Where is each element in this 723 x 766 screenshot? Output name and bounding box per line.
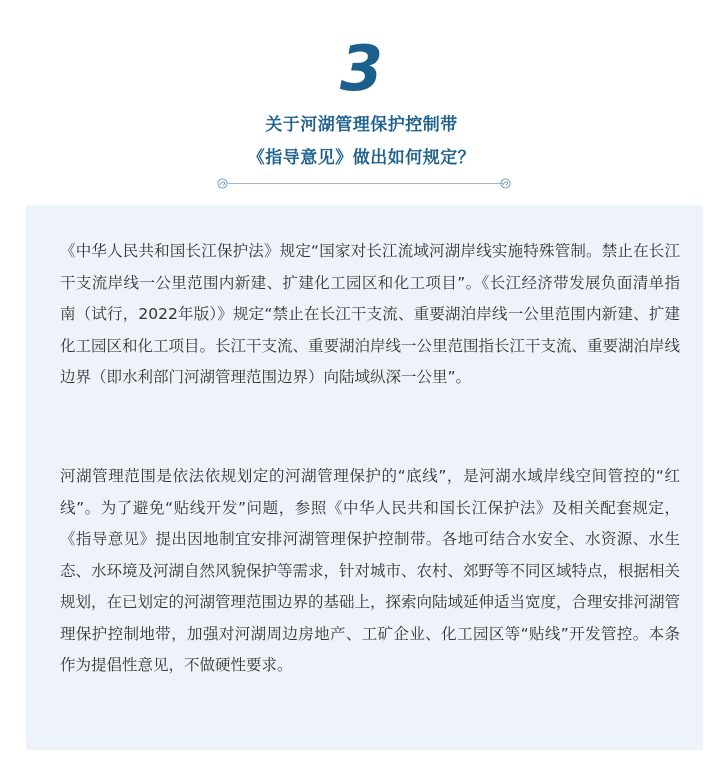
section-title-line-1: 关于河湖管理保护控制带 — [265, 115, 458, 135]
swirl-icon — [217, 178, 228, 189]
section-title-line-2: 《指导意见》做出如何规定？ — [247, 148, 476, 168]
swirl-icon — [500, 178, 511, 189]
body-paragraph-2: 河湖管理范围是依法依规划定的河湖管理保护的“底线”，是河湖水域岸线空间管控的“红线”。为了避免“贴线开发”问题，参照《中华人民共和国长江保护法》及相关配套规定，《指导意见》提出因地制宜安排河湖管理保护控制带。各地可结合水安全、水资源、水生态、水环境及河湖自然风貌保护等需求，针对城市、农村、郊野等不同区域特点，根据相关规划，在已划定的河湖管理范围边界的基础上，探索向陆域延伸适当宽度，合理安排河湖管理保护控制地带，加强对河湖周边房地产、工矿企业、化工园区等“贴线”开发管控。本条作为提倡性意见，不做硬性要求。 — [60, 467, 681, 674]
header-divider — [228, 183, 503, 184]
section-header — [0, 0, 723, 200]
body-paragraph-1: 《中华人民共和国长江保护法》规定“国家对长江流域河湖岸线实施特殊管制。禁止在长江干支流岸线一公里范围内新建、扩建化工园区和化工项目”。《长江经济带发展负面清单指南（试行，2022年版）》规定“禁止在长江干支流、重要湖泊岸线一公里范围内新建、扩建化工园区和化工项目。长江干支流、重要湖泊岸线一公里范围指长江干支流、重要湖泊岸线边界（即水利部门河湖管理范围边界）向陆域纵深一公里”。 — [60, 242, 681, 386]
section-number: 3 — [339, 32, 384, 105]
